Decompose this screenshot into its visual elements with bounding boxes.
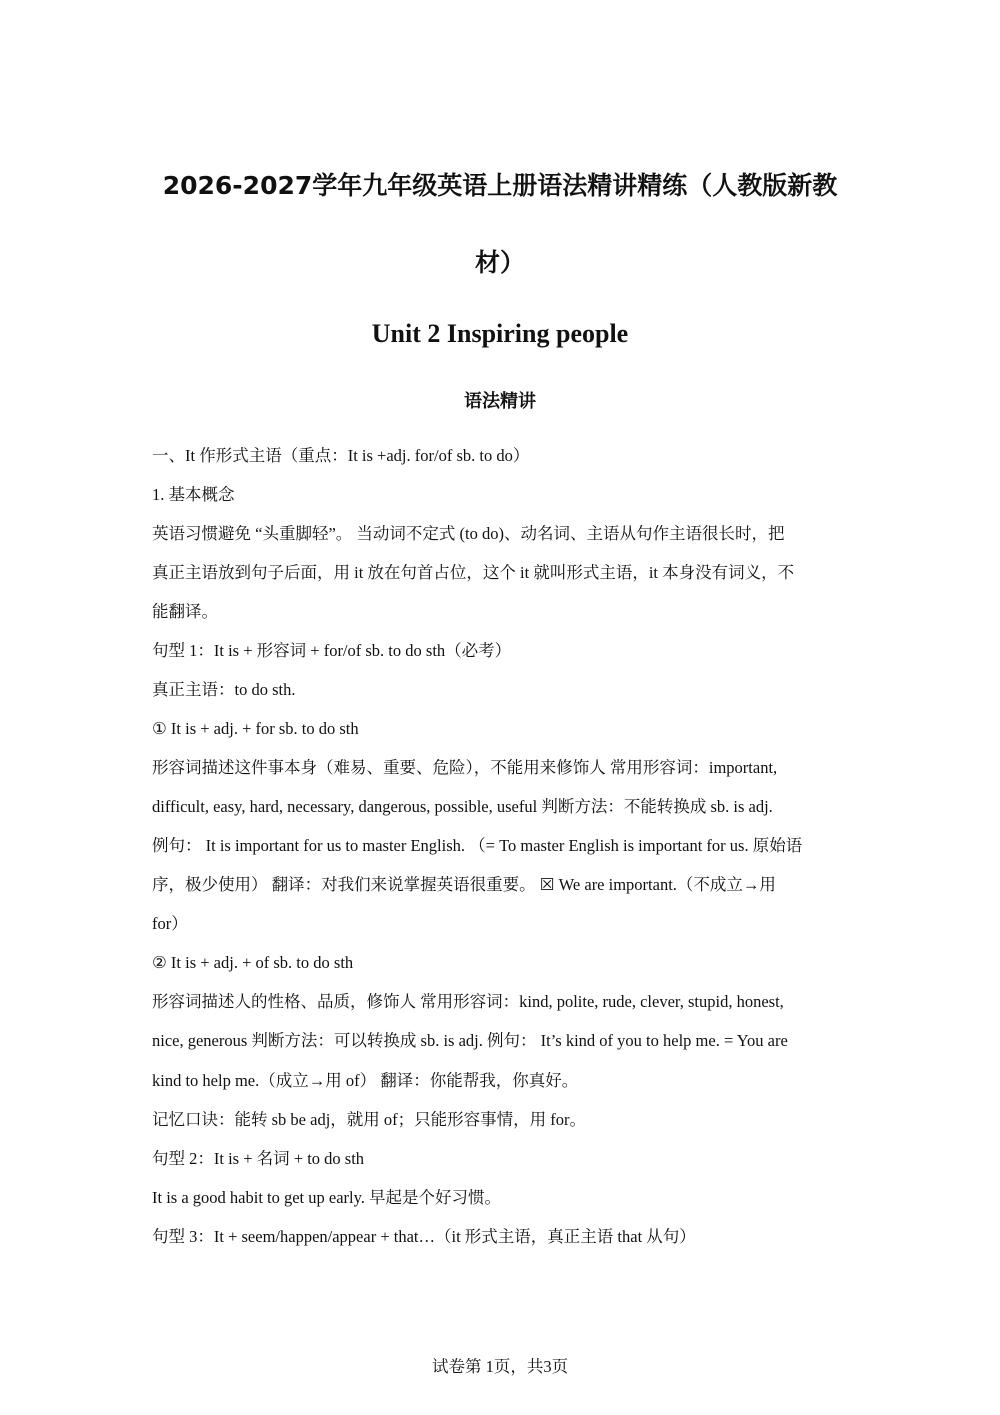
body-line: 句型 3：It + seem/happen/appear + that…（it 形式主语，真正主语 that 从句）	[152, 1227, 696, 1246]
body-line: difficult, easy, hard, necessary, dangerous, possible, useful 判断方法：不能转换成 sb. is adj.	[152, 797, 773, 816]
body-line: 能翻译。	[152, 602, 218, 621]
body-line: 形容词描述人的性格、品质，修饰人 常用形容词：kind, polite, rude, clever, stupid, honest,	[152, 992, 784, 1011]
body-line: ① It is + adj. + for sb. to do sth	[152, 719, 359, 738]
body-line: 一、It 作形式主语（重点：It is +adj. for/of sb. to do）	[152, 446, 530, 465]
body-line: nice, generous 判断方法：可以转换成 sb. is adj. 例句： It’s kind of you to help me. = You are	[152, 1031, 788, 1050]
unit-title: Unit 2 Inspiring people	[371, 319, 629, 348]
body-line: 英语习惯避免 “头重脚轻”。 当动词不定式 (to do)、动名词、主语从句作主语很长时，把	[152, 524, 785, 543]
body-line: It is a good habit to get up early. 早起是个好习惯。	[152, 1188, 502, 1207]
body-line: 形容词描述这件事本身（难易、重要、危险），不能用来修饰人 常用形容词：important,	[152, 758, 778, 777]
body-line: 例句： It is important for us to master English. （= To master English is important for us. 原始语	[152, 836, 803, 855]
body-line: 真正主语放到句子后面，用 it 放在句首占位，这个 it 就叫形式主语，it 本身没有词义，不	[152, 563, 795, 582]
body-line: for）	[152, 914, 188, 933]
section-title: 语法精讲	[464, 391, 536, 412]
body-line: 句型 2：It is + 名词 + to do sth	[152, 1149, 365, 1168]
body-line: kind to help me.（成立→用 of） 翻译：你能帮我，你真好。	[152, 1071, 579, 1090]
body-line: 1. 基本概念	[152, 485, 235, 504]
document-title-line-2: 材）	[474, 248, 525, 277]
body-line: ② It is + adj. + of sb. to do sth	[152, 953, 354, 972]
body-line: 真正主语：to do sth.	[152, 680, 296, 699]
body-line: 记忆口诀：能转 sb be adj，就用 of；只能形容事情，用 for。	[152, 1110, 587, 1129]
body-line: 序，极少使用） 翻译：对我们来说掌握英语很重要。 ☒ We are important.（不成立→用	[152, 875, 776, 894]
document-title-line-1: 2026-2027学年九年级英语上册语法精讲精练（人教版新教	[162, 171, 838, 200]
body-line: 句型 1：It is + 形容词 + for/of sb. to do sth（必考）	[152, 641, 512, 660]
page-footer: 试卷第 1页，共3页	[431, 1357, 569, 1376]
